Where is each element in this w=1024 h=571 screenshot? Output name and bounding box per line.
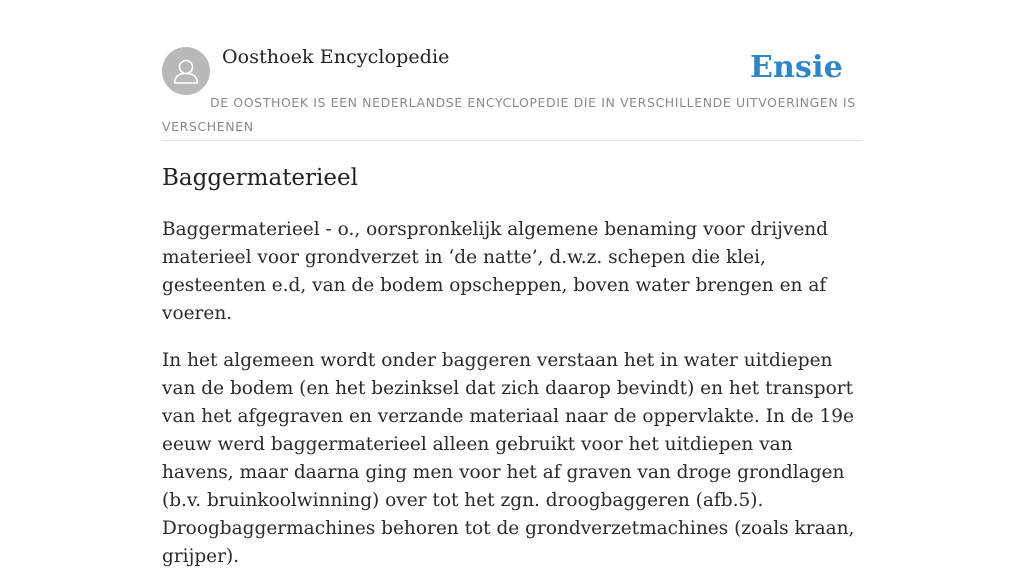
article-title: Baggermaterieel (162, 165, 358, 191)
article-paragraph: In het algemeen wordt onder baggeren verstaan het in water uitdiepen van de bodem (en het bezinksel dat zich daarop bevindt) en het transport van het afgegraven en verzande materiaal naar de oppervlakte. In de 19e eeuw werd baggermaterieel alleen gebruikt voor het uitdiepen van havens, maar daarna ging men voor het af graven van droge grondlagen (b.v. bruinkoolwinning) over tot het zgn. droogbaggeren (afb.5). Droogbaggermachines behoren tot de grondverzetmachines (zoals kraan, grijper). (162, 350, 855, 567)
article-paragraph: Baggermaterieel - o., oorspronkelijk algemene benaming voor drijvend materieel voor grondverzet in ‘de natte’, d.w.z. schepen die klei, gesteenten e.d, van de bodem opscheppen, boven water brengen en af voeren. (162, 219, 829, 324)
source-description: DE OOSTHOEK IS EEN NEDERLANDSE ENCYCLOPEDIE DIE IN VERSCHILLENDE UITVOERINGEN IS VERSCHENEN (162, 95, 856, 134)
user-icon[interactable] (162, 47, 210, 95)
article (162, 160, 862, 571)
brand-logo[interactable]: Ensie (749, 50, 843, 85)
source-header (162, 45, 862, 141)
source-name[interactable]: Oosthoek Encyclopedie (222, 46, 450, 68)
